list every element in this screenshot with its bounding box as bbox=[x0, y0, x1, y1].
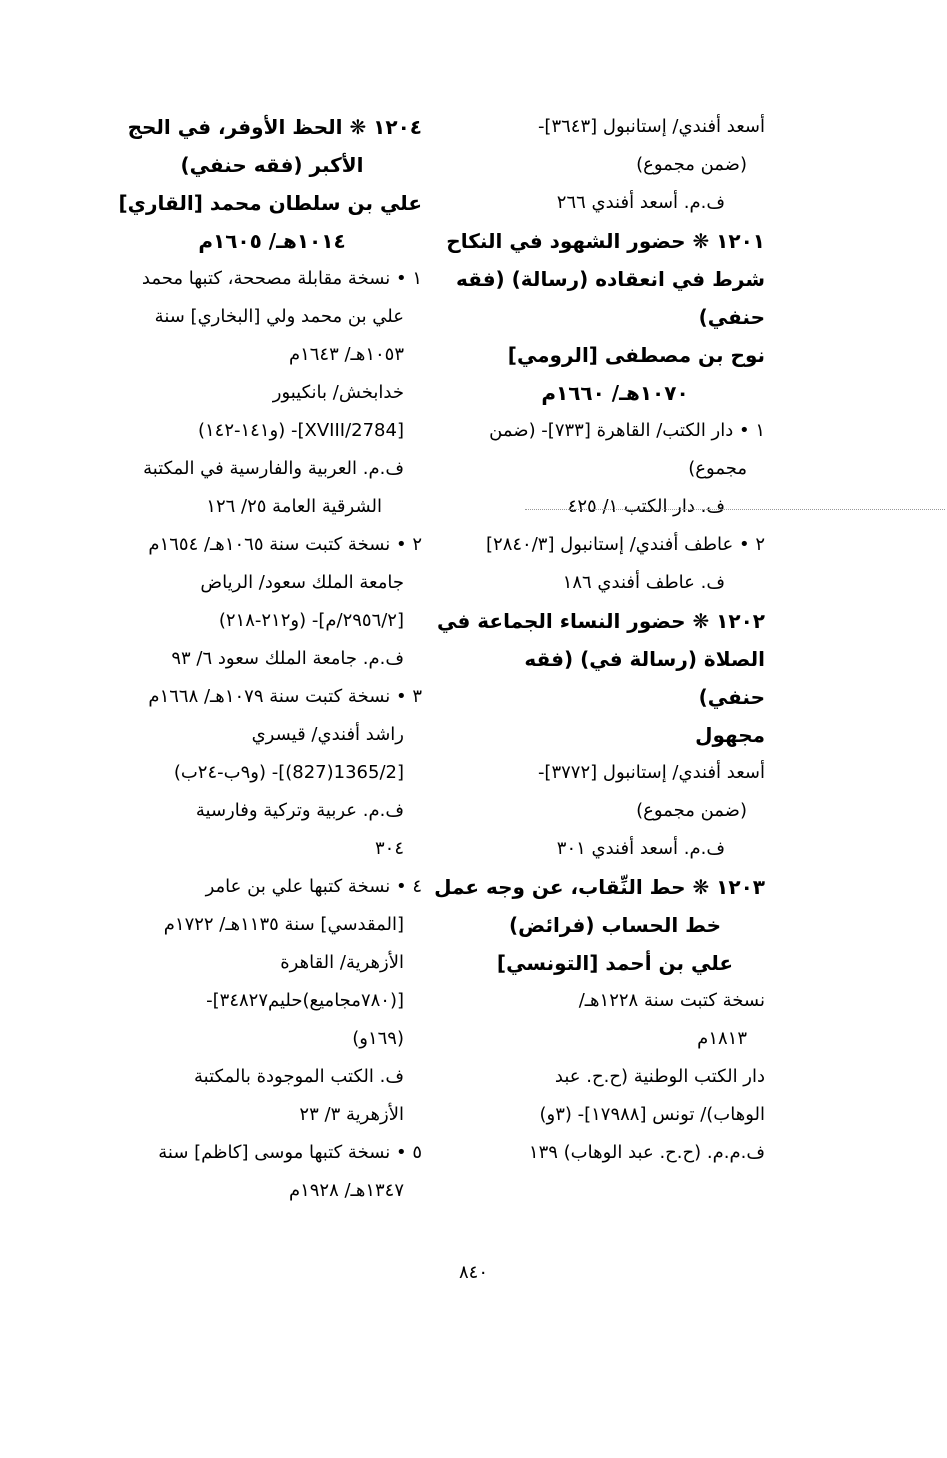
text-line: (ضمن مجموع) bbox=[636, 800, 747, 821]
text-line: أسعد أفندي/ إستانبول [٣٦٤٣]- bbox=[537, 116, 765, 137]
text-line: ١٠١٤هـ/ ١٦٠٥م bbox=[198, 229, 346, 253]
text-line: خط الحساب (فرائض) bbox=[509, 913, 721, 937]
text-line: ف.م. أسعد أفندي ٣٠١ bbox=[556, 838, 725, 859]
text-line: ٢ • نسخة كتبت سنة ١٠٦٥هـ/ ١٦٥٤م bbox=[148, 534, 422, 555]
text-line: ف.م. أسعد أفندي ٢٦٦ bbox=[556, 192, 725, 213]
text-line: دار الكتب الوطنية (ح.ح. عبد bbox=[554, 1066, 765, 1087]
text-line: ١٢٠١ ❋ حضور الشهود في النكاح bbox=[446, 229, 765, 253]
dotted-rule bbox=[525, 509, 945, 511]
text-line: الشرقية العامة ٢٥/ ١٢٦ bbox=[206, 496, 382, 517]
text-line: ف.م. جامعة الملك سعود ٦/ ٩٣ bbox=[171, 648, 404, 669]
page-number: ٨٤٠ bbox=[458, 1262, 488, 1283]
text-line: [1365/2(827)]- (و٩ب-٢٤ب) bbox=[173, 762, 404, 783]
text-line: ٤ • نسخة كتبها علي بن عامر bbox=[205, 876, 422, 897]
text-line: حنفي) bbox=[698, 305, 765, 329]
text-line: مجموع) bbox=[688, 458, 747, 479]
text-line: ٣ • نسخة كتبت سنة ١٠٧٩هـ/ ١٦٦٨م bbox=[148, 686, 422, 707]
text-line: ف. الكتب الموجودة بالمكتبة bbox=[194, 1066, 404, 1087]
text-line: نسخة كتبت سنة ١٢٢٨هـ/ bbox=[578, 990, 765, 1011]
text-line: (١٦٩و) bbox=[352, 1028, 404, 1049]
text-line: ف.م. العربية والفارسية في المكتبة bbox=[143, 458, 404, 479]
text-line: ٣٠٤ bbox=[374, 838, 404, 859]
text-line: راشد أفندي/ قيسري bbox=[251, 724, 404, 745]
text-line: ١٣٤٧هـ/ ١٩٢٨م bbox=[288, 1180, 404, 1201]
text-line: ١ • نسخة مقابلة مصححة، كتبها محمد bbox=[141, 268, 422, 289]
text-line: خدابخش/ بانكيبور bbox=[272, 382, 404, 403]
text-line: ف.م.م. (ح.ح. عبد الوهاب) ١٣٩ bbox=[528, 1142, 765, 1163]
text-line: علي بن سلطان محمد [القاري] bbox=[118, 191, 422, 215]
text-line: الأزهرية/ القاهرة bbox=[280, 952, 404, 973]
text-line: ٥ • نسخة كتبها موسى [كاظم] سنة bbox=[158, 1142, 422, 1163]
text-line: علي بن محمد ولي [البخاري] سنة bbox=[154, 306, 404, 327]
text-line: [المقدسي] سنة ١١٣٥هـ/ ١٧٢٢م bbox=[163, 914, 404, 935]
text-line: أسعد أفندي/ إستانبول [٣٧٧٢]- bbox=[537, 762, 765, 783]
text-line: جامعة الملك سعود/ الرياض bbox=[200, 572, 404, 593]
text-line: [٢٩٥٦/٢/م]- (و٢١٢-٢١٨) bbox=[218, 610, 404, 631]
text-line: حنفي) bbox=[698, 685, 765, 709]
text-line: ٢ • عاطف أفندي/ إستانبول [٢٨٤٠/٣] bbox=[486, 534, 765, 555]
text-line: ف. دار الكتب ١/ ٤٢٥ bbox=[567, 496, 725, 517]
text-line: ١٢٠٢ ❋ حضور النساء الجماعة في bbox=[436, 609, 765, 633]
text-line: ف. عاطف أفندي ١٨٦ bbox=[562, 572, 725, 593]
text-line: ف.م. عربية وتركية وفارسية bbox=[195, 800, 404, 821]
text-line: علي بن أحمد [التونسي] bbox=[496, 951, 734, 975]
text-line: ١٨١٣م bbox=[697, 1028, 747, 1049]
left-column bbox=[118, 108, 422, 1210]
right-column bbox=[434, 108, 765, 1172]
text-line: ١ • دار الكتب/ القاهرة [٧٣٣]- (ضمن bbox=[489, 420, 765, 441]
text-line: ١٠٥٣هـ/ ١٦٤٣م bbox=[288, 344, 404, 365]
text-line: ١٢٠٤ ❋ الحظ الأوفر، في الحج bbox=[127, 115, 422, 139]
text-line: [(٧٨٠مجاميع)حليم٣٤٨٢٧]- bbox=[206, 990, 404, 1011]
text-line: الصلاة (رسالة في) (فقه bbox=[524, 647, 765, 671]
text-line: [2784/XVIII]- (و١٤١-١٤٢) bbox=[197, 420, 404, 441]
text-line: ١٠٧٠هـ/ ١٦٦٠م bbox=[541, 381, 689, 405]
text-line: ١٢٠٣ ❋ حط النِّقاب، عن وجه عمل bbox=[434, 875, 765, 899]
text-line: مجهول bbox=[695, 723, 765, 747]
text-line: (ضمن مجموع) bbox=[636, 154, 747, 175]
text-line: الأزهرية ٣/ ٢٣ bbox=[299, 1104, 404, 1125]
text-line: الأكبر (فقه حنفي) bbox=[180, 153, 364, 177]
text-line: نوح بن مصطفى [الرومي] bbox=[507, 343, 765, 367]
text-line: شرط في انعقاده (رسالة) (فقه bbox=[455, 267, 765, 291]
text-line: الوهاب)/ تونس [١٧٩٨٨]- (٣و) bbox=[539, 1104, 765, 1125]
